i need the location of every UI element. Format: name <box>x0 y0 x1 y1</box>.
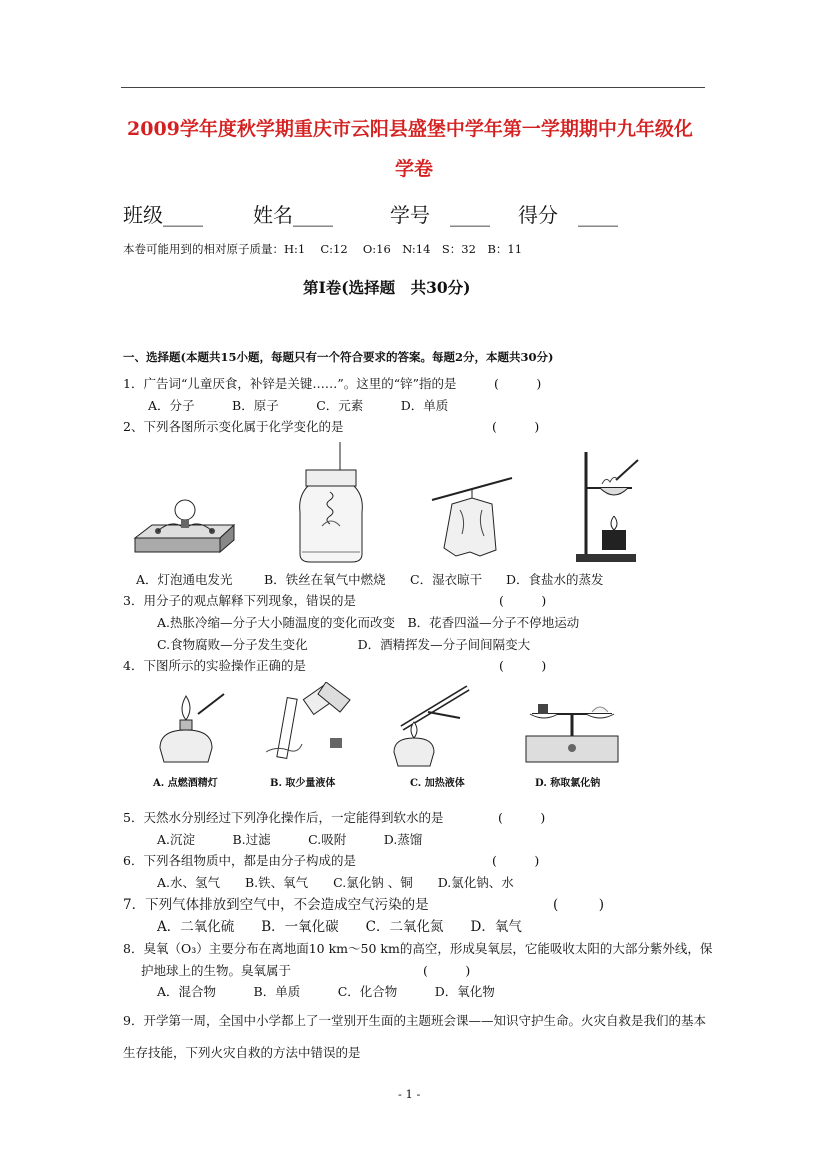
header-rule <box>121 87 705 88</box>
part-title: 第Ⅰ卷(选择题 共30分) <box>303 278 471 297</box>
drying-clothes-icon <box>430 470 515 565</box>
question-4-blank: ( ) <box>499 658 547 673</box>
atomic-mass-note: 本卷可能用到的相对原子质量：H:1 C:12 O:16 N:14 S：32 B：11 <box>123 242 523 256</box>
question-2-caption-b: B．铁丝在氧气中燃烧 <box>264 572 386 587</box>
question-1-stem: 1．广告词“儿童厌食，补锌是关键……”。这里的“锌”指的是 <box>123 376 457 391</box>
question-6-stem: 6．下列各组物质中，都是由分子构成的是 <box>123 853 356 868</box>
lightbulb-icon <box>130 490 240 560</box>
question-4-caption-c: C. 加热液体 <box>410 778 465 789</box>
question-7-options: A．二氧化硫 B．一氧化碳 C．二氧化氮 D．氧气 <box>157 919 522 935</box>
question-8-blank: ( ) <box>423 963 471 978</box>
iron-burning-jar-icon <box>296 442 366 567</box>
question-5-blank: ( ) <box>498 810 546 825</box>
question-3-options-2: C.食物腐败—分子发生变化 D．酒精挥发—分子间间隔变大 <box>157 637 531 652</box>
question-4-caption-a: A. 点燃酒精灯 <box>153 778 218 789</box>
question-8-options: A．混合物 B．单质 C．化合物 D．氧化物 <box>157 984 495 999</box>
question-1-options: A．分子 B．原子 C．元素 D．单质 <box>148 398 449 413</box>
question-6-options: A.水、氢气 B.铁、氧气 C.氯化钠 、铜 D.氯化钠、水 <box>157 875 514 890</box>
alcohol-lamp-icon <box>150 690 230 770</box>
balance-icon <box>522 696 622 771</box>
class-field: 班级____ <box>123 203 203 227</box>
question-2-blank: ( ) <box>492 419 540 434</box>
student-number-field: 学号 ____ <box>390 203 490 227</box>
question-2-caption-d: D．食盐水的蒸发 <box>506 572 604 587</box>
question-7-blank: ( ) <box>553 897 605 913</box>
question-9-stem: 9．开学第一周，全国中小学都上了一堂别开生面的主题班会课——知识守护生命。火灾自救是我们的基本 <box>123 1013 706 1028</box>
question-3-blank: ( ) <box>499 593 547 608</box>
question-4-caption-d: D. 称取氯化钠 <box>535 778 601 789</box>
question-9-stem-2: 生存技能，下列火灾自救的方法中错误的是 <box>123 1045 361 1060</box>
question-5-options: A.沉淀 B.过滤 C.吸附 D.蒸馏 <box>157 832 423 847</box>
question-5-stem: 5．天然水分别经过下列净化操作后，一定能得到软水的是 <box>123 810 444 825</box>
question-6-blank: ( ) <box>492 853 540 868</box>
heat-tube-icon <box>388 682 478 772</box>
question-3-stem: 3．用分子的观点解释下列现象，错误的是 <box>123 593 356 608</box>
question-7-stem: 7．下列气体排放到空气中，不会造成空气污染的是 <box>123 897 429 913</box>
pour-liquid-icon <box>260 682 360 772</box>
question-4-caption-b: B. 取少量液体 <box>270 778 336 789</box>
page-title-line1: 2009学年度秋学期重庆市云阳县盛堡中学年第一学期期中九年级化 <box>127 118 693 140</box>
question-1-blank: ( ) <box>494 376 542 391</box>
question-4-stem: 4．下图所示的实验操作正确的是 <box>123 658 306 673</box>
question-3-options-1: A.热胀冷缩—分子大小随温度的变化而改变 B．花香四溢—分子不停地运动 <box>157 615 580 630</box>
score-field: 得分 ____ <box>518 203 618 227</box>
name-field: 姓名____ <box>253 203 333 227</box>
page-title-line2: 学卷 <box>395 158 434 180</box>
question-8-stem: 8．臭氧（O₃）主要分布在离地面10 km～50 km的高空，形成臭氧层，它能吸收太阳的大部分紫外线，保 <box>123 941 713 956</box>
question-8-stem-2: 护地球上的生物。臭氧属于 <box>141 963 292 978</box>
evaporation-stand-icon <box>572 446 642 564</box>
question-2-caption-a: A．灯泡通电发光 <box>136 572 233 587</box>
question-2-stem: 2、下列各图所示变化属于化学变化的是 <box>123 419 344 434</box>
section-title: 一、选择题(本题共15小题，每题只有一个符合要求的答案。每题2分，本题共30分) <box>123 350 554 364</box>
question-2-caption-c: C．湿衣晾干 <box>410 572 483 587</box>
page-number: - 1 - <box>398 1087 421 1101</box>
